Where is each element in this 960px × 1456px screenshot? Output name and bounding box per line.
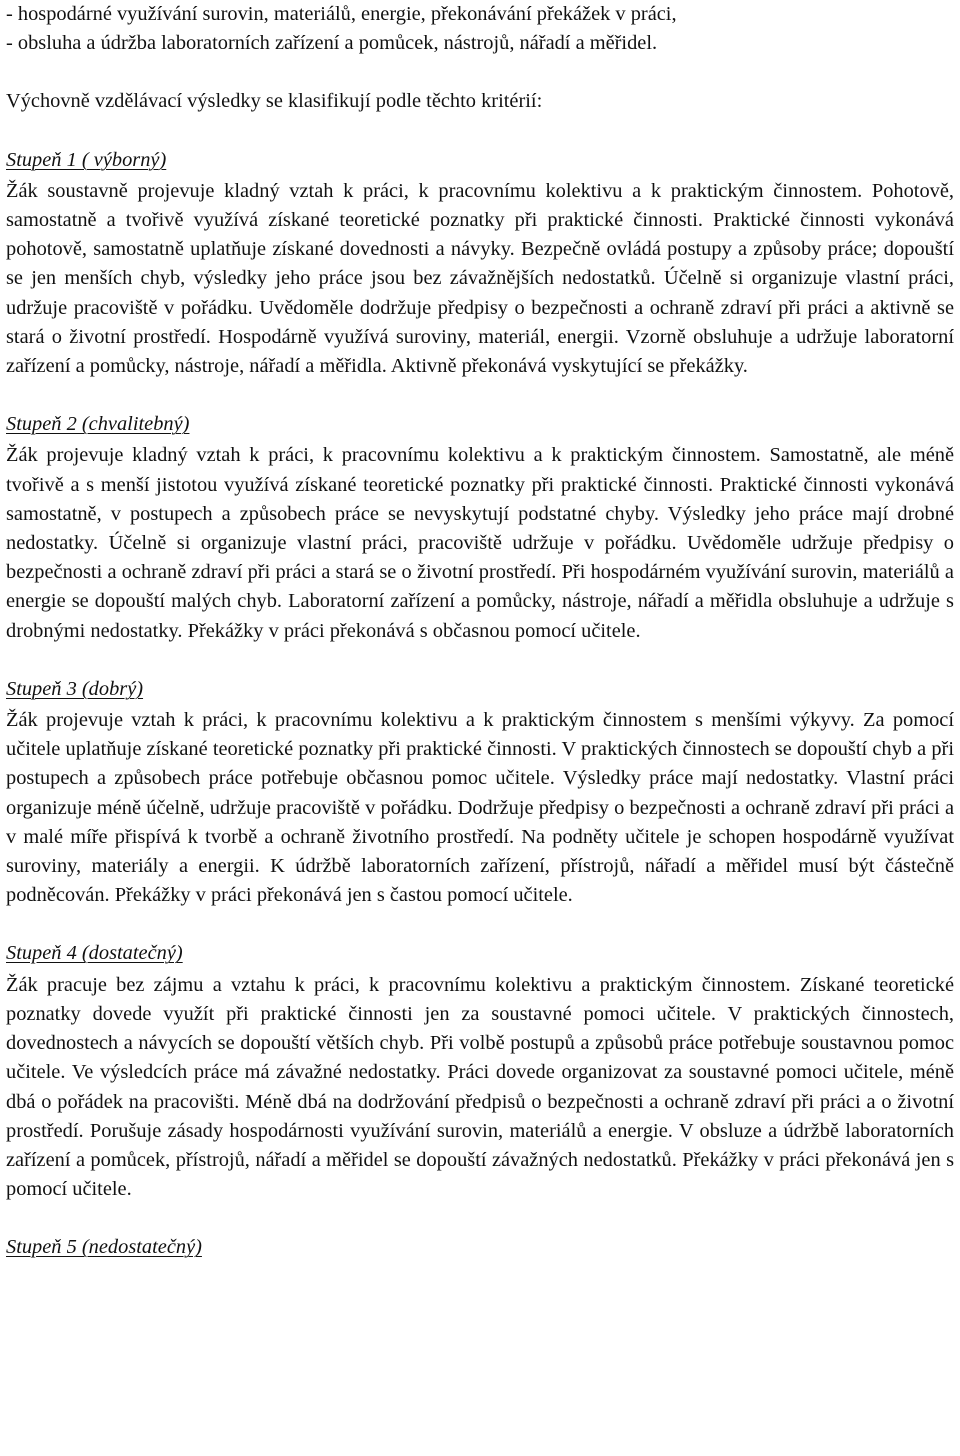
grade-level-description: Žák soustavně projevuje kladný vztah k práci, k pracovnímu kolektivu a k praktickým činnostem. Pohotově, samostatně a tvořivě využívá získané teoretické poznatky při praktické činnosti. Praktické činnosti vykonává pohotově, samostatně uplatňuje získané dovednosti a návyky. Bezpečně ovládá postupy a způsoby práce; dopouští se jen menších chyb, výsledky jeho práce jsou bez závažnějších nedostatků. Účelně si organizuje vlastní práci, udržuje pracoviště v pořádku. Uvědoměle dodržuje předpisy o bezpečnosti a ochraně zdraví při práci a aktivně se stará o životní prostředí. Hospodárně využívá suroviny, materiál, energii. Vzorně obsluhuje a udržuje laboratorní zařízení a pomůcky, nástroje, nářadí a měřidla. Aktivně překonává vyskytující se překážky. — [6, 179, 954, 378]
grade-level-title: Stupeň 5 (nedostatečný) — [6, 1236, 202, 1259]
grade-level-title: Stupeň 4 (dostatečný) — [6, 942, 183, 965]
intro-list — [6, 0, 954, 58]
grade-level-5 — [6, 1233, 954, 1262]
grade-level-4 — [6, 939, 954, 1204]
grade-level-3 — [6, 675, 954, 911]
grade-level-description: Žák projevuje kladný vztah k práci, k pracovnímu kolektivu a k praktickým činnostem. Samostatně, ale méně tvořivě a s menší jistotou využívá získané teoretické poznatky při praktické činnosti. Praktické činnosti vykonává samostatně, v postupech a způsobech práce se nevyskytují podstatné chyby. Výsledky jeho práce mají drobné nedostatky. Účelně si organizuje vlastní práci, pracoviště udržuje v pořádku. Uvědoměle udržuje předpisy o bezpečnosti a ochraně zdraví při práci a stará se o životní prostředí. Při hospodárném využívání surovin, materiálů a energie se dopouští malých chyb. Laboratorní zařízení a pomůcky, nástroje, nářadí a měřidla obsluhuje a udržuje s drobnými nedostatky. Překážky v práci překonává s občasnou pomocí učitele. — [6, 444, 954, 642]
grade-level-description: Žák projevuje vztah k práci, k pracovnímu kolektivu a k praktickým činnostem s menšími výkyvy. Za pomocí učitele uplatňuje získané teoretické poznatky při praktické činnosti. V praktických činnostech se dopouští chyb a při postupech a způsobech práce potřebuje občasnou pomoc učitele. Výsledky práce mají nedostatky. Vlastní práci organizuje méně účelně, udržuje pracoviště v pořádku. Dodržuje předpisy o bezpečnosti a ochraně zdraví při práci a v malé míře přispívá k tvorbě a ochraně životního prostředí. Na podněty učitele je schopen hospodárně využívat suroviny, materiály a energii. K údržbě laboratorních zařízení, přístrojů, nářadí a měřidel musí být částečně podněcován. Překážky v práci překonává jen s častou pomocí učitele. — [6, 709, 954, 907]
intro-line: - hospodárné využívání surovin, materiálů, energie, překonávání překážek v práci, — [6, 3, 677, 25]
grade-level-1 — [6, 146, 954, 382]
criteria-heading: Výchovně vzdělávací výsledky se klasifikují podle těchto kritérií: — [6, 90, 543, 113]
grade-level-2 — [6, 410, 954, 646]
grade-level-description: Žák pracuje bez zájmu a vztahu k práci, k pracovnímu kolektivu a praktickým činnostem. Získané teoretické poznatky dovede využít při praktické činnosti jen za soustavné pomoci učitele. V praktických činnostech, dovednostech a návycích se dopouští větších chyb. Při volbě postupů a způsobů práce potřebuje soustavnou pomoc učitele. Ve výsledcích práce má závažné nedostatky. Práci dovede organizovat za soustavné pomoci učitele, méně dbá o pořádek na pracovišti. Méně dbá na dodržování předpisů o bezpečnosti a ochraně zdraví při práci a o životní prostředí. Porušuje zásady hospodárnosti využívání surovin, materiálů a energie. V obsluze a údržbě laboratorních zařízení a pomůcek, přístrojů, nářadí a měřidel se dopouští závažných nedostatků. Překážky v práci překonává jen s pomocí učitele. — [6, 973, 954, 1201]
grade-level-title: Stupeň 3 (dobrý) — [6, 677, 144, 700]
intro-line: - obsluha a údržba laboratorních zařízení a pomůcek, nástrojů, nářadí a měřidel. — [6, 32, 658, 55]
grade-level-title: Stupeň 2 (chvalitebný) — [6, 413, 190, 436]
grade-level-title: Stupeň 1 ( výborný) — [6, 148, 167, 171]
